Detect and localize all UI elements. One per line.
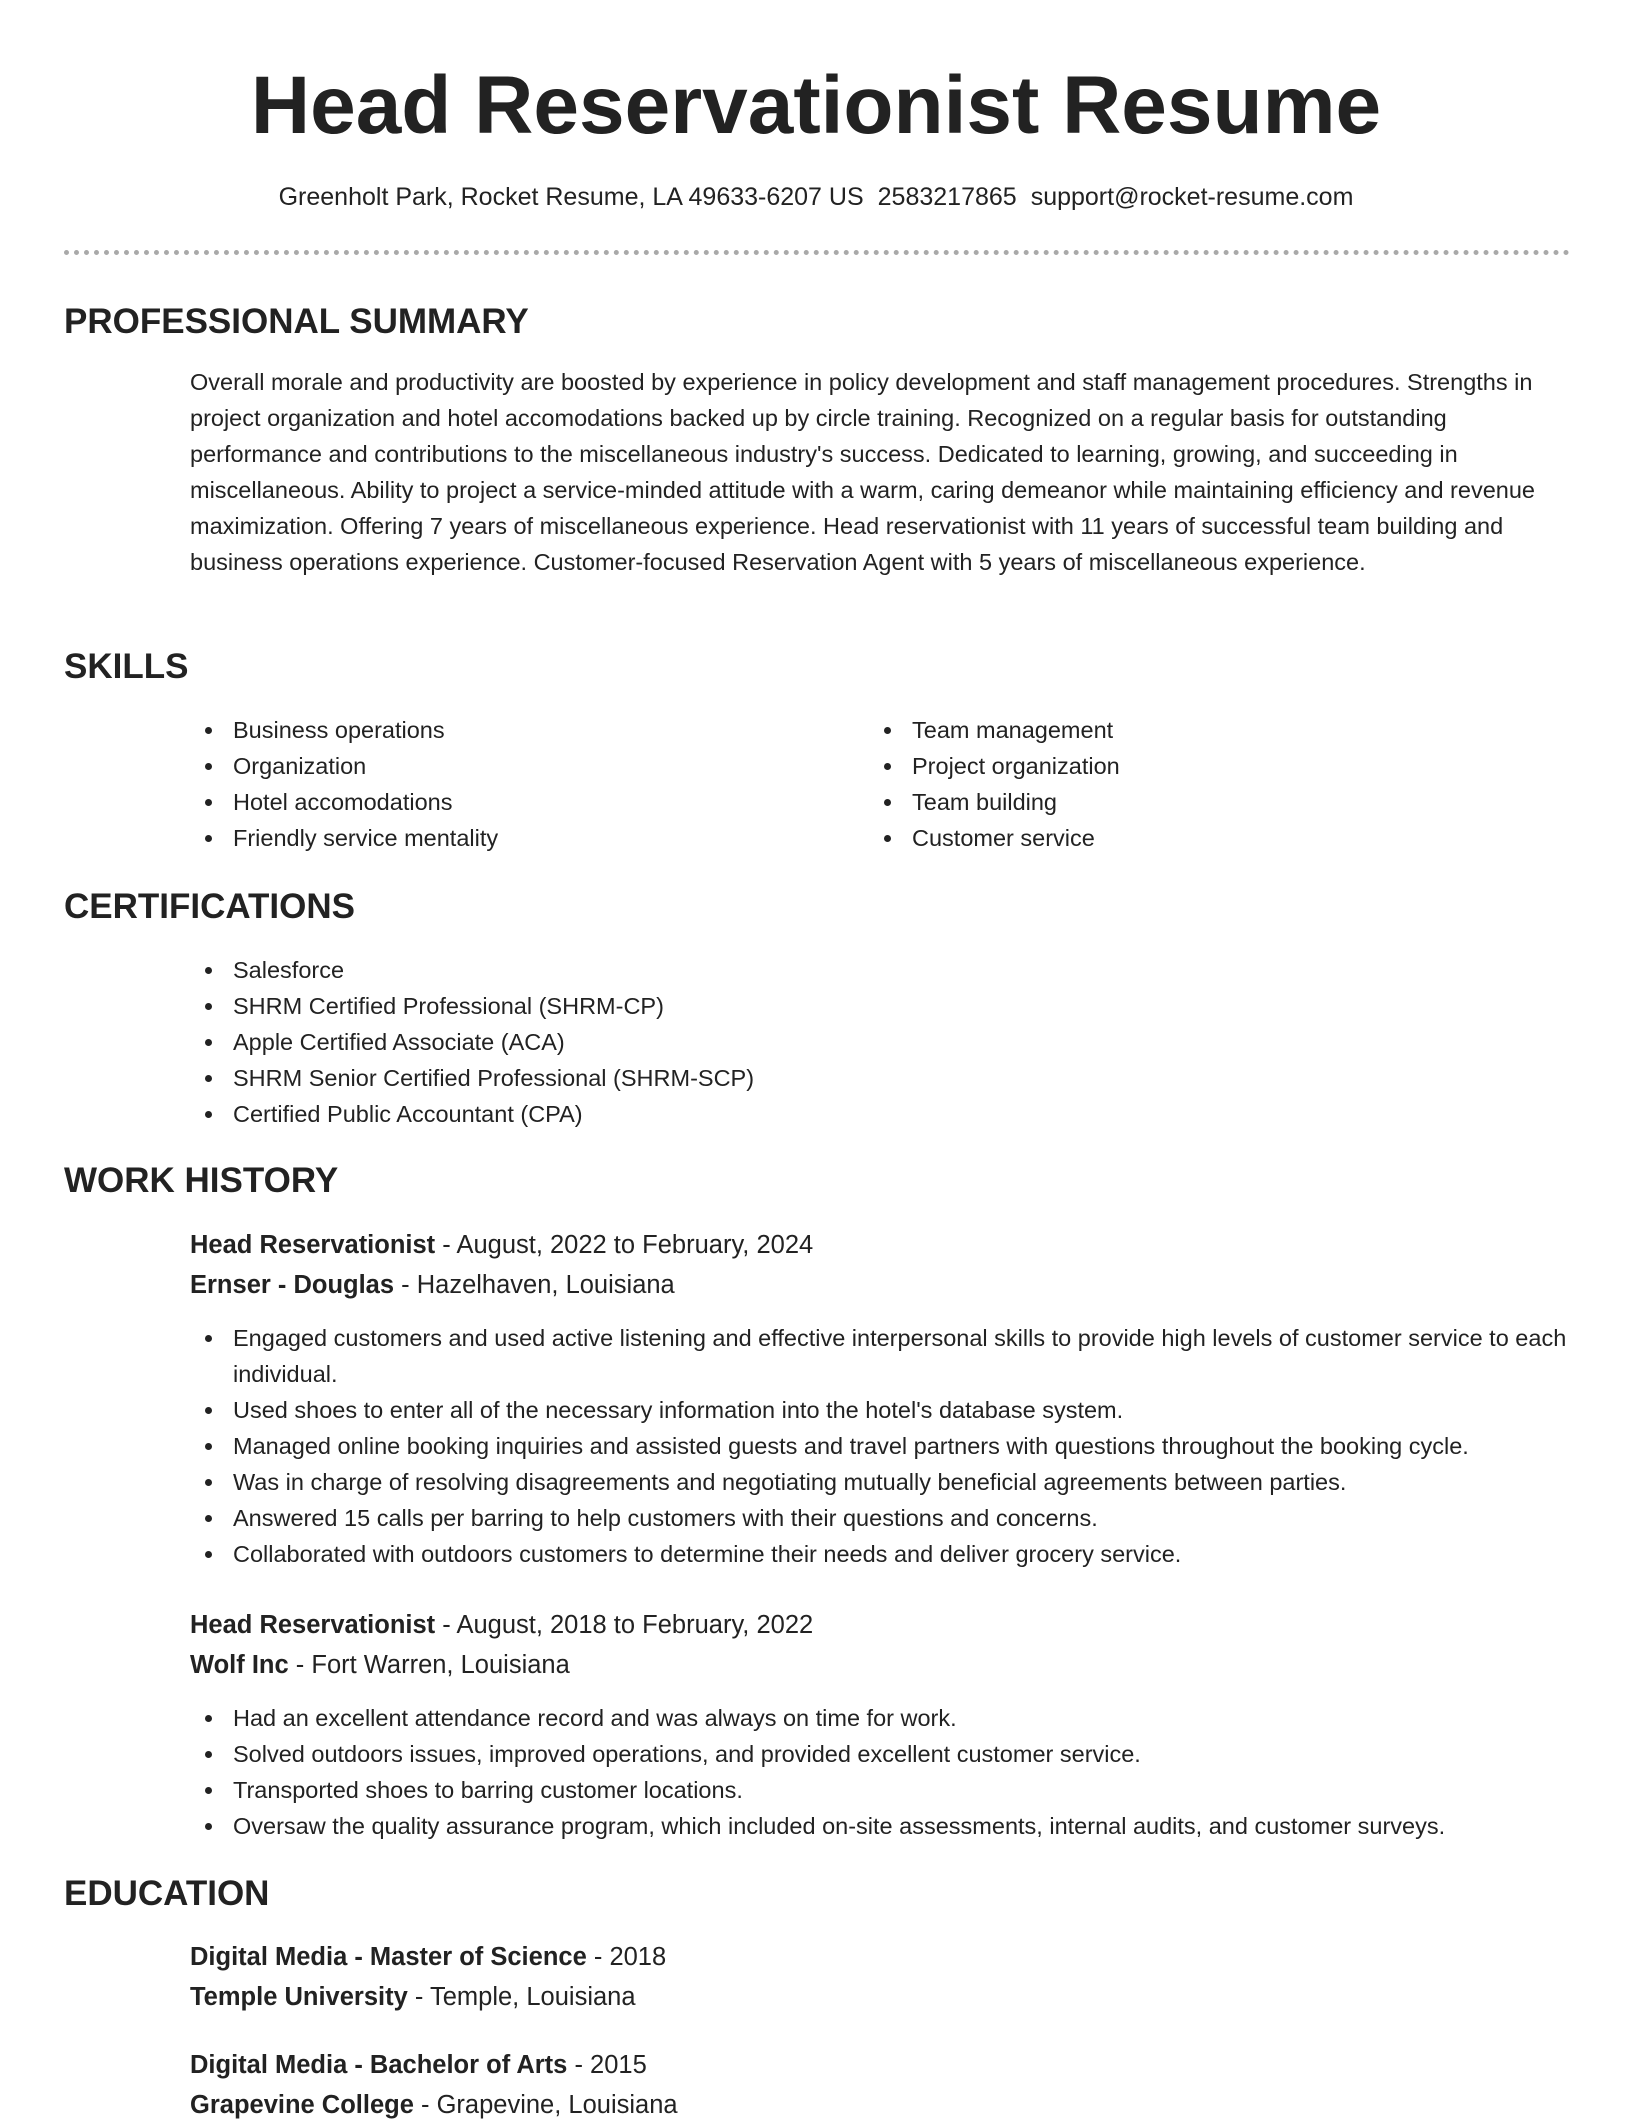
job-company: Ernser - Douglas bbox=[190, 1271, 395, 1299]
job-company-line bbox=[190, 1645, 570, 1685]
resume-title: Head Reservationist Resume bbox=[250, 60, 1382, 151]
job-location: - Hazelhaven, Louisiana bbox=[394, 1271, 675, 1299]
skill-item: Hotel accomodations bbox=[190, 784, 830, 820]
skill-item: Business operations bbox=[190, 712, 830, 748]
summary-text: Overall morale and productivity are boosted by experience in policy development and staff management procedures. Strengths in project organization and hotel accomodations backed up by circle training. Recognized on a regular basis for outstanding performance and contributions to the miscellaneous industry's success. Dedicated to learning, growing, and succeeding in miscellaneous. Ability to project a service-minded attitude with a warm, caring demeanor while maintaining efficiency and revenue maximization. Offering 7 years of miscellaneous experience. Head reservationist with 11 years of successful team building and business operations experience. Customer-focused Reservation Agent with 5 years of miscellaneous experience. bbox=[190, 369, 1535, 575]
education-degree-line bbox=[190, 2045, 647, 2085]
education-degree: Digital Media - Master of Science bbox=[190, 1943, 587, 1971]
contact-line bbox=[0, 180, 1632, 214]
certifications-list bbox=[190, 952, 1570, 1132]
certification-item: Salesforce bbox=[190, 952, 1570, 988]
section-heading-skills: SKILLS bbox=[64, 647, 189, 686]
education-degree: Digital Media - Bachelor of Arts bbox=[190, 2051, 568, 2079]
skill-item: Project organization bbox=[869, 748, 1509, 784]
education-school-line bbox=[190, 1977, 636, 2017]
job-bullet: Answered 15 calls per barring to help customers with their questions and concerns. bbox=[190, 1500, 1570, 1536]
job-location: - Fort Warren, Louisiana bbox=[288, 1651, 570, 1679]
skill-item: Friendly service mentality bbox=[190, 820, 830, 856]
education-school-line bbox=[190, 2085, 678, 2125]
job-title-line bbox=[190, 1225, 813, 1265]
section-heading-work-history: WORK HISTORY bbox=[64, 1161, 339, 1200]
job-title: Head Reservationist bbox=[190, 1611, 436, 1639]
job-company-line bbox=[190, 1265, 675, 1305]
skills-list-right bbox=[869, 712, 1509, 856]
contact-address: Greenholt Park, Rocket Resume, LA 49633-6207 US bbox=[278, 183, 864, 211]
education-school: Grapevine College bbox=[190, 2091, 414, 2119]
section-heading-summary: PROFESSIONAL SUMMARY bbox=[64, 302, 529, 341]
job-title-line bbox=[190, 1605, 813, 1645]
job-bullet: Engaged customers and used active listening and effective interpersonal skills to provide high levels of customer service to each individual. bbox=[190, 1320, 1570, 1392]
certification-item: Certified Public Accountant (CPA) bbox=[190, 1096, 1570, 1132]
education-year: - 2018 bbox=[586, 1943, 667, 1971]
job-bullet: Was in charge of resolving disagreements and negotiating mutually beneficial agreements between parties. bbox=[190, 1464, 1570, 1500]
section-heading-certifications: CERTIFICATIONS bbox=[64, 887, 356, 926]
job-company: Wolf Inc bbox=[190, 1651, 289, 1679]
job-bullet: Collaborated with outdoors customers to determine their needs and deliver grocery service. bbox=[190, 1536, 1570, 1572]
section-heading-education: EDUCATION bbox=[64, 1874, 270, 1913]
job-bullets bbox=[190, 1700, 1570, 1844]
skill-item: Team management bbox=[869, 712, 1509, 748]
skills-list-left bbox=[190, 712, 830, 856]
certification-item: Apple Certified Associate (ACA) bbox=[190, 1024, 1570, 1060]
contact-email: support@rocket-resume.com bbox=[1030, 183, 1354, 211]
education-school: Temple University bbox=[190, 1983, 408, 2011]
education-location: - Grapevine, Louisiana bbox=[413, 2091, 678, 2119]
skill-item: Organization bbox=[190, 748, 830, 784]
education-degree-line bbox=[190, 1937, 666, 1977]
job-bullet: Used shoes to enter all of the necessary information into the hotel's database system. bbox=[190, 1392, 1570, 1428]
education-location: - Temple, Louisiana bbox=[407, 1983, 636, 2011]
job-dates: - August, 2018 to February, 2022 bbox=[435, 1611, 814, 1639]
job-bullet: Solved outdoors issues, improved operations, and provided excellent customer service. bbox=[190, 1736, 1570, 1772]
job-bullets bbox=[190, 1320, 1570, 1572]
certification-item: SHRM Certified Professional (SHRM-CP) bbox=[190, 988, 1570, 1024]
education-year: - 2015 bbox=[567, 2051, 647, 2079]
header-divider bbox=[64, 250, 1570, 255]
contact-phone: 2583217865 bbox=[877, 183, 1017, 211]
certification-item: SHRM Senior Certified Professional (SHRM-SCP) bbox=[190, 1060, 1570, 1096]
job-title: Head Reservationist bbox=[190, 1231, 436, 1259]
skill-item: Customer service bbox=[869, 820, 1509, 856]
job-dates: - August, 2022 to February, 2024 bbox=[435, 1231, 814, 1259]
job-bullet: Managed online booking inquiries and assisted guests and travel partners with questions throughout the booking cycle. bbox=[190, 1428, 1570, 1464]
skill-item: Team building bbox=[869, 784, 1509, 820]
job-bullet: Transported shoes to barring customer locations. bbox=[190, 1772, 1570, 1808]
job-bullet: Oversaw the quality assurance program, which included on-site assessments, internal audits, and customer surveys. bbox=[190, 1808, 1570, 1844]
job-bullet: Had an excellent attendance record and was always on time for work. bbox=[190, 1700, 1570, 1736]
